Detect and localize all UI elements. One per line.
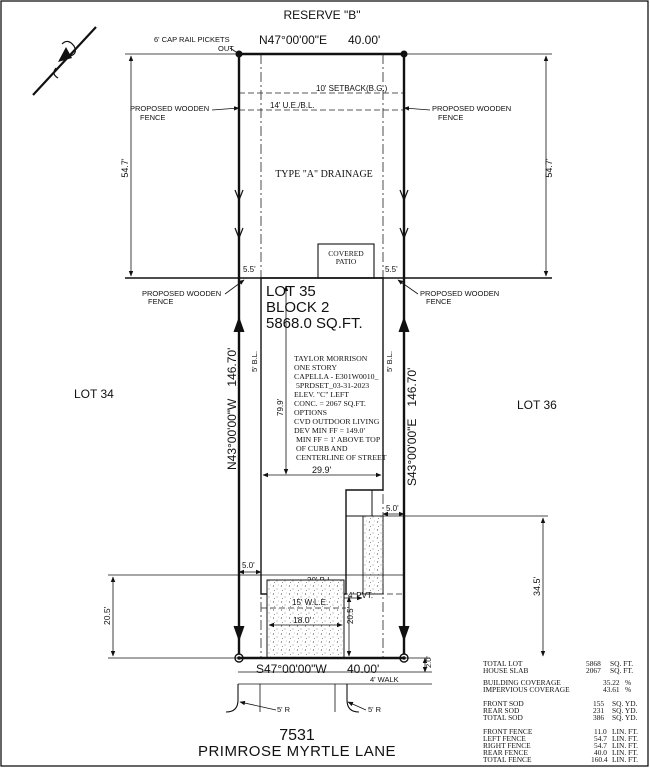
summary-unit: % <box>625 685 632 694</box>
right-distance-text: 146.70' <box>405 367 419 407</box>
summary-label: TOTAL FENCE <box>483 755 532 764</box>
summary-value: 35.22 <box>603 678 620 687</box>
top-distance: 40.00' <box>348 33 381 47</box>
left-bearing-text: N43°00'00"W <box>225 398 239 470</box>
area-label: 5868.0 SQ.FT. <box>266 315 363 332</box>
house-note: DEV MIN FF = 149.0' <box>294 426 365 435</box>
fence-label-ul: PROPOSED WOODEN <box>130 104 210 113</box>
north-arrow-icon <box>33 27 96 95</box>
walk-4: 4' WALK <box>370 675 399 684</box>
curb-right <box>347 684 359 712</box>
ue-bl-label: 14' U.E./B.L. <box>270 101 315 110</box>
bottom-distance: 40.00' <box>347 662 380 676</box>
curb-left <box>226 684 238 712</box>
house-note: MIN FF = 1' ABOVE TOP <box>296 435 381 444</box>
side-walk-pad <box>363 516 383 594</box>
summary-label: LEFT FENCE <box>483 734 526 743</box>
address-number: 7531 <box>279 727 315 744</box>
street-name: PRIMROSE MYRTLE LANE <box>197 743 397 760</box>
summary-label: TOTAL LOT <box>483 659 523 668</box>
fence-label-ul-2: FENCE <box>140 113 166 122</box>
summary-value: 43.61 <box>603 685 620 694</box>
summary-unit: SQ. YD. <box>612 699 638 708</box>
drainage-label: TYPE "A" DRAINAGE <box>275 169 373 180</box>
house-notes <box>294 354 387 462</box>
dim-55-left: 5.5' <box>243 265 256 274</box>
lot-label: LOT 35 <box>266 283 316 300</box>
corner-marker-tr <box>401 51 408 58</box>
summary-value: 5868 <box>586 659 601 668</box>
side-bay <box>346 490 372 516</box>
summary-unit: LIN. FT. <box>612 727 638 736</box>
house-note: OF CURB AND <box>296 444 348 453</box>
summary-table <box>483 659 638 764</box>
fence-label-ll-2: FENCE <box>148 297 174 306</box>
bl-5-left: 5' B.L. <box>250 350 259 372</box>
summary-row <box>483 755 638 764</box>
summary-unit: SQ. FT. <box>610 666 634 675</box>
house-note: CENTERLINE OF STREET <box>296 453 387 462</box>
left-bearing <box>225 348 239 470</box>
dim-799: 79.9' <box>276 398 285 416</box>
summary-value: 155 <box>593 699 605 708</box>
fence-label-lr-2: FENCE <box>426 297 452 306</box>
summary-value: 11.0 <box>594 727 607 736</box>
cap-rail-note-2: OUT <box>218 44 234 53</box>
radius-right: 5' R <box>368 705 382 714</box>
house-note: CONC. = 2067 SQ.FT. <box>294 399 366 408</box>
dim-299: 29.9' <box>312 465 332 475</box>
dim-left-547: 54.7' <box>120 158 130 178</box>
covered-patio-label-2: PATIO <box>335 257 357 266</box>
house-note: TAYLOR MORRISON <box>294 354 368 363</box>
house-note: 5PRDSET_03-31-2023 <box>296 381 370 390</box>
bottom-bearing: S47°00'00"W <box>256 662 327 676</box>
dim-50-right: 5.0' <box>386 504 399 513</box>
summary-value: 231 <box>593 706 605 715</box>
summary-value: 160.4 <box>591 755 608 764</box>
summary-unit: LIN. FT. <box>612 748 638 757</box>
house-note: ELEV. "C" LEFT <box>294 390 349 399</box>
summary-row <box>483 713 638 722</box>
fence-label-ur: PROPOSED WOODEN <box>432 104 512 113</box>
block-label: BLOCK 2 <box>266 299 330 316</box>
lot-36-label: LOT 36 <box>517 398 557 412</box>
fence-label-lr: PROPOSED WOODEN <box>420 289 500 298</box>
lot-34-label: LOT 34 <box>74 387 114 401</box>
summary-value: 2067 <box>586 666 601 675</box>
cap-rail-note: 6' CAP RAIL PICKETS <box>154 35 230 44</box>
summary-label: RIGHT FENCE <box>483 741 531 750</box>
summary-label: IMPERVIOUS COVERAGE <box>483 685 570 694</box>
summary-row <box>483 666 633 675</box>
pvt-4: 4' PVT. <box>348 591 374 600</box>
left-distance-text: 146.70' <box>225 347 239 387</box>
dim-20-walk: 2.0' <box>424 656 433 668</box>
summary-value: 54.7 <box>594 741 607 750</box>
summary-unit: LIN. FT. <box>612 734 638 743</box>
house-note: OPTIONS <box>294 408 327 417</box>
covered-patio-label: COVERED <box>328 249 364 258</box>
summary-label: BUILDING COVERAGE <box>483 678 561 687</box>
house-note: ONE STORY <box>294 363 337 372</box>
summary-label: TOTAL SOD <box>483 713 523 722</box>
summary-unit: SQ. FT. <box>610 659 634 668</box>
summary-label: FRONT SOD <box>483 699 524 708</box>
right-bearing-text: S43°00'00"E <box>405 418 419 486</box>
corner-marker-tl <box>236 51 243 58</box>
summary-unit: LIN. FT. <box>612 755 638 764</box>
dim-345: 34.5' <box>532 576 542 596</box>
summary-label: REAR FENCE <box>483 748 528 757</box>
summary-label: FRONT FENCE <box>483 727 533 736</box>
summary-value: 386 <box>593 713 605 722</box>
fence-label-ur-2: FENCE <box>438 113 464 122</box>
summary-label: HOUSE SLAB <box>483 666 529 675</box>
summary-unit: SQ. YD. <box>612 706 638 715</box>
house-note: CVD OUTDOOR LIVING <box>294 417 380 426</box>
reserve-label: RESERVE "B" <box>283 8 361 22</box>
dim-205-drive: 20.5' <box>346 606 355 624</box>
dim-180: 18.0' <box>293 615 312 625</box>
summary-unit: SQ. YD. <box>612 713 638 722</box>
dim-205-left: 20.5' <box>102 606 112 625</box>
summary-unit: % <box>625 678 632 687</box>
dim-right-547: 54.7' <box>544 158 554 178</box>
summary-value: 40.0 <box>594 748 607 757</box>
wle-15: 15' W.L.E. <box>292 598 329 607</box>
dim-55-right: 5.5' <box>385 265 398 274</box>
summary-label: REAR SOD <box>483 706 520 715</box>
top-bearing: N47°00'00"E <box>259 33 328 47</box>
fence-label-ll: PROPOSED WOODEN <box>142 289 222 298</box>
summary-row <box>483 685 631 694</box>
radius-left: 5' R <box>277 705 291 714</box>
summary-unit: LIN. FT. <box>612 741 638 750</box>
dim-50-left: 5.0' <box>242 561 255 570</box>
summary-value: 54.7 <box>594 734 607 743</box>
setback-label: 10' SETBACK(B.G.) <box>316 84 388 93</box>
bl-5-right: 5' B.L. <box>385 350 394 372</box>
house-note: CAPELLA - E301W0010_ <box>294 372 379 381</box>
right-bearing <box>405 368 419 486</box>
